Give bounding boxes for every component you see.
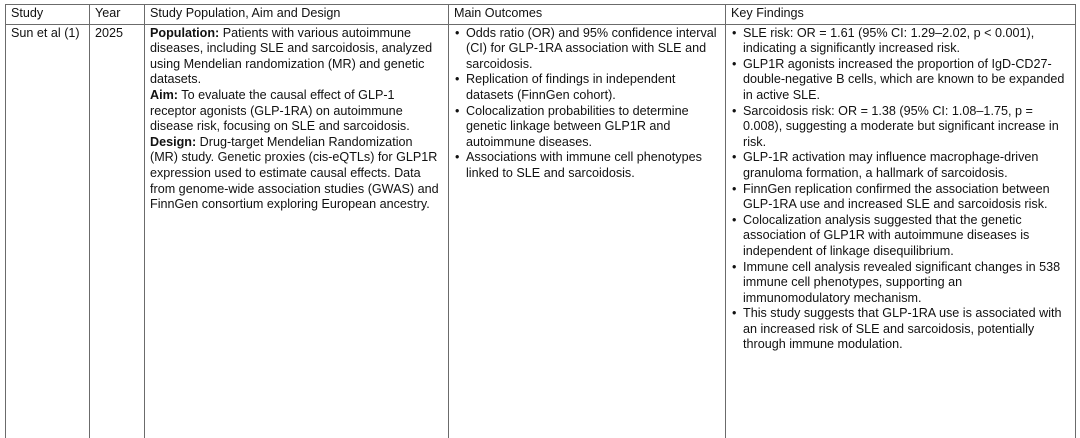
list-item: • Associations with immune cell phenotypes linked to SLE and sarcoidosis. — [454, 150, 720, 181]
cell-year: 2025 — [90, 24, 145, 438]
cell-population — [145, 24, 449, 438]
header-findings: Key Findings — [726, 5, 1076, 25]
header-row — [6, 5, 1076, 25]
population-paragraph — [150, 26, 443, 88]
aim-paragraph — [150, 88, 443, 135]
design-paragraph — [150, 135, 443, 213]
list-item: • Odds ratio (OR) and 95% confidence interval (CI) for GLP-1RA association with SLE and sarcoidosis. — [454, 26, 720, 73]
table-row — [6, 24, 1076, 438]
outcomes-list — [454, 26, 720, 182]
list-item: • Replication of findings in independent datasets (FinnGen cohort). — [454, 72, 720, 103]
cell-study: Sun et al (1) — [6, 24, 90, 438]
design-label: Design: — [150, 134, 197, 149]
list-item: • GLP-1R activation may influence macrophage-driven granuloma formation, a hallmark of sarcoidosis. — [731, 150, 1070, 181]
findings-list — [731, 26, 1070, 353]
list-item: • GLP1R agonists increased the proportion of IgD-CD27-double-negative B cells, which are known to be expanded in active SLE. — [731, 57, 1070, 104]
study-table — [5, 4, 1076, 438]
header-population: Study Population, Aim and Design — [145, 5, 449, 25]
cell-outcomes — [449, 24, 726, 438]
aim-text: To evaluate the causal effect of GLP-1 receptor agonists (GLP-1RA) on autoimmune disease risk, focusing on SLE and sarcoidosis. — [150, 87, 410, 134]
aim-label: Aim: — [150, 87, 178, 102]
list-item: • This study suggests that GLP-1RA use is associated with an increased risk of SLE and sarcoidosis, potentially through immune modulation. — [731, 306, 1070, 353]
cell-findings — [726, 24, 1076, 438]
list-item: • Immune cell analysis revealed significant changes in 538 immune cell phenotypes, supporting an immunomodulatory mechanism. — [731, 260, 1070, 307]
list-item: • Colocalization analysis suggested that the genetic association of GLP1R with autoimmune diseases is independent of linkage disequilibrium. — [731, 213, 1070, 260]
header-year: Year — [90, 5, 145, 25]
list-item: • SLE risk: OR = 1.61 (95% CI: 1.29–2.02, p < 0.001), indicating a significantly increased risk. — [731, 26, 1070, 57]
list-item: • Sarcoidosis risk: OR = 1.38 (95% CI: 1.08–1.75, p = 0.008), suggesting a moderate but significant increase in risk. — [731, 104, 1070, 151]
header-study: Study — [6, 5, 90, 25]
list-item: • Colocalization probabilities to determine genetic linkage between GLP1R and autoimmune diseases. — [454, 104, 720, 151]
design-text: Drug-target Mendelian Randomization (MR) study. Genetic proxies (cis-eQTLs) for GLP1R expression used to estimate causal effects. Data from genome-wide association studies (GWAS) and FinnGen consortium exploring European ancestry. — [150, 134, 439, 212]
population-label: Population: — [150, 25, 220, 40]
list-item: • FinnGen replication confirmed the association between GLP-1RA use and increased SLE and sarcoidosis risk. — [731, 182, 1070, 213]
population-text: Patients with various autoimmune diseases, including SLE and sarcoidosis, analyzed using Mendelian randomization (MR) and genetic datasets. — [150, 25, 433, 87]
header-outcomes: Main Outcomes — [449, 5, 726, 25]
